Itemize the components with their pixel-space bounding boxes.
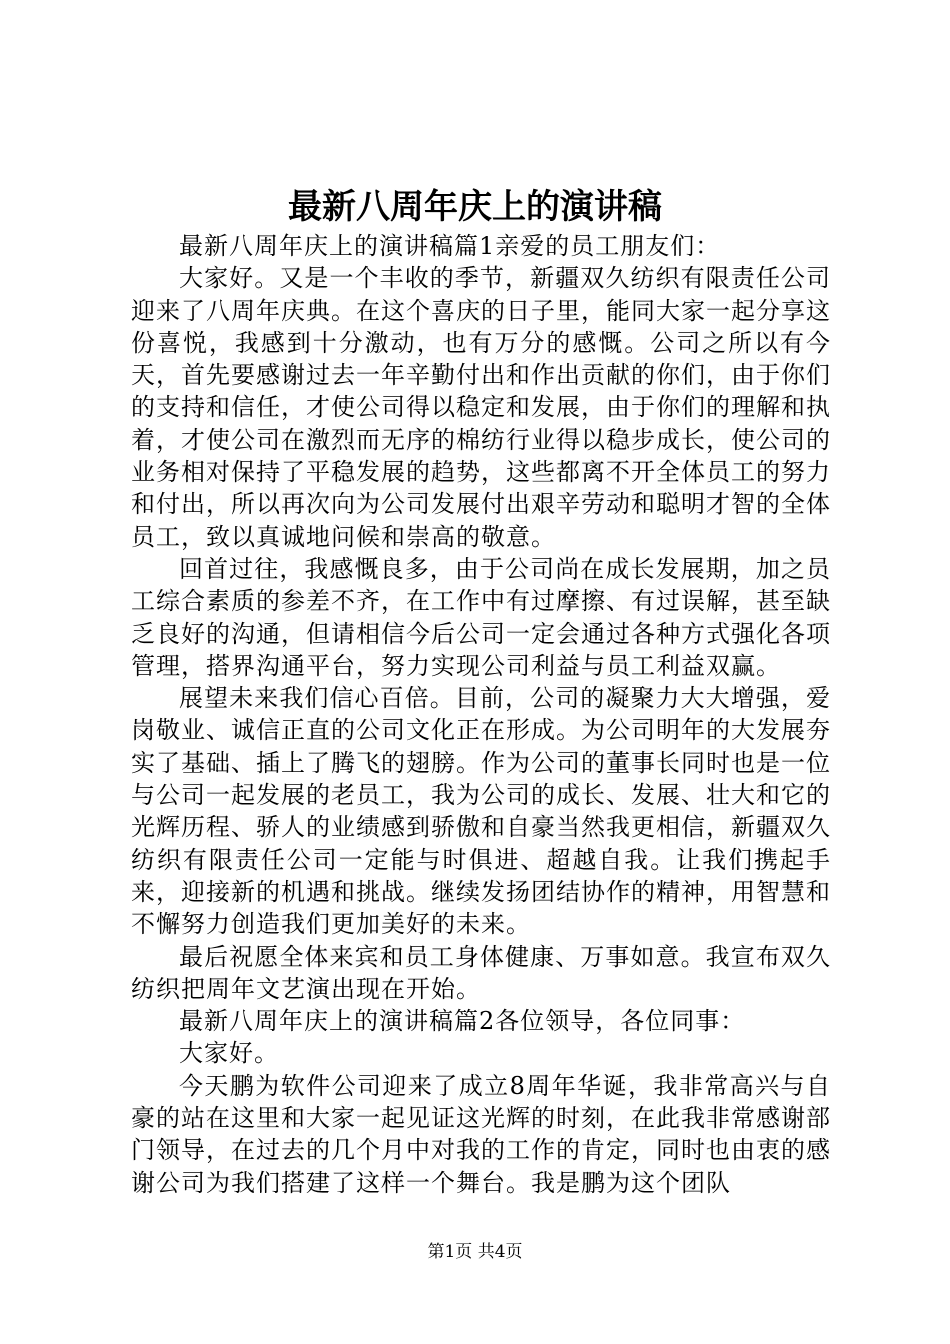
document-body [131, 230, 831, 1199]
page-footer: 第1页 共4页 [427, 1242, 523, 1262]
paragraph-4: 展望未来我们信心百倍。目前，公司的凝聚力大大增强，爱岗敬业、诚信正直的公司文化正在形成。为公司明年的大发展夯实了基础、插上了腾飞的翅膀。作为公司的董事长同时也是一位与公司一起发展的老员工，我为公司的成长、发展、壮大和它的光辉历程、骄人的业绩感到骄傲和自豪当然我更相信，新疆双久纺织有限责任公司一定能与时俱进、超越自我。让我们携起手来，迎接新的机遇和挑战。继续发扬团结协作的精神，用智慧和不懈努力创造我们更加美好的未来。 [131, 684, 831, 939]
paragraph-1: 最新八周年庆上的演讲稿篇1亲爱的员工朋友们： [179, 232, 721, 260]
paragraph-3: 回首过往，我感慨良多，由于公司尚在成长发展期，加之员工综合素质的参差不齐，在工作中有过摩擦、有过误解，甚至缺乏良好的沟通，但请相信今后公司一定会通过各种方式强化各项管理，搭界沟通平台，努力实现公司利益与员工利益双赢。 [131, 554, 831, 680]
paragraph-2: 大家好。又是一个丰收的季节，新疆双久纺织有限责任公司迎来了八周年庆典。在这个喜庆的日子里，能同大家一起分享这份喜悦，我感到十分激动，也有万分的感慨。公司之所以有今天，首先要感谢过去一年辛勤付出和作出贡献的你们，由于你们的支持和信任，才使公司得以稳定和发展，由于你们的理解和执着，才使公司在激烈而无序的棉纺行业得以稳步成长，使公司的业务相对保持了平稳发展的趋势，这些都离不开全体员工的努力和付出，所以再次向为公司发展付出艰辛劳动和聪明才智的全体员工，致以真诚地问候和崇高的敬意。 [131, 264, 831, 551]
document-title: 最新八周年庆上的演讲稿 [288, 187, 662, 227]
paragraph-7: 大家好。 [179, 1039, 279, 1068]
paragraph-5: 最后祝愿全体来宾和员工身体健康、万事如意。我宣布双久纺织把周年文艺演出现在开始。 [131, 942, 831, 1003]
paragraph-6: 最新八周年庆上的演讲稿篇2各位领导，各位同事： [179, 1007, 746, 1036]
paragraph-8: 今天鹏为软件公司迎来了成立8周年华诞，我非常高兴与自豪的站在这里和大家一起见证这光辉的时刻，在此我非常感谢部门领导，在过去的几个月中对我的工作的肯定，同时也由衷的感谢公司为我们搭建了这样一个舞台。我是鹏为这个团队 [131, 1071, 831, 1197]
